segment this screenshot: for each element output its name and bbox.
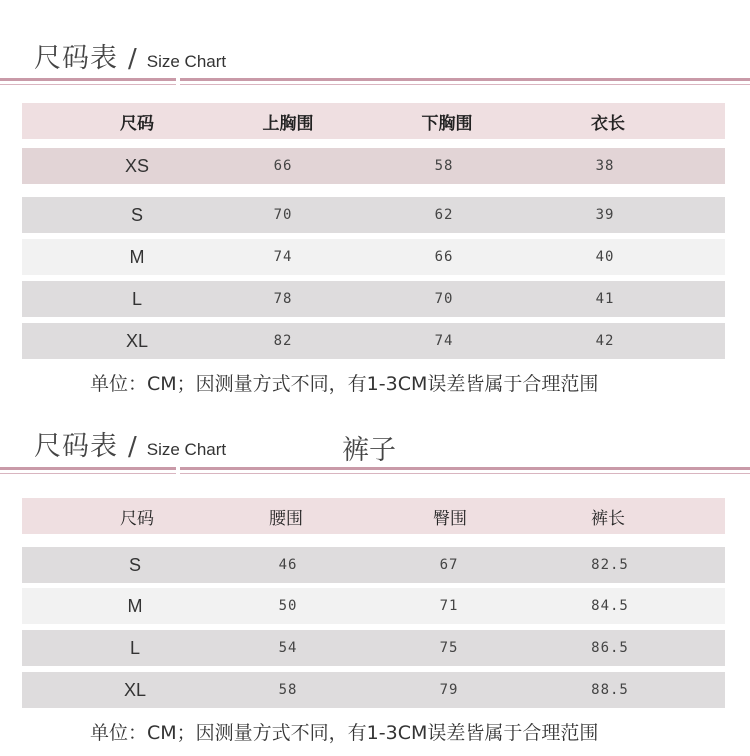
header-size: 尺码	[120, 113, 154, 134]
pants-length-value: 88.5	[591, 682, 629, 698]
size-label: L	[131, 288, 142, 309]
under-bust-value: 70	[434, 291, 454, 307]
size-label: XL	[125, 330, 149, 351]
header-upper-bust: 上胸围	[262, 113, 314, 134]
pants-length-value: 84.5	[591, 598, 629, 614]
length-value: 39	[595, 207, 615, 223]
bottom-section-title	[34, 424, 226, 468]
top-divider	[0, 78, 750, 81]
table-row	[22, 148, 725, 184]
hip-value: 75	[439, 640, 459, 656]
under-bust-value: 74	[434, 333, 454, 349]
waist-value: 54	[278, 640, 298, 656]
pants-length-value: 82.5	[591, 557, 629, 573]
bottom-title-cn: 尺码表	[34, 431, 118, 462]
pants-length-value: 86.5	[591, 640, 629, 656]
under-bust-value: 62	[434, 207, 454, 223]
table-row	[22, 239, 725, 275]
upper-bust-value: 78	[273, 291, 293, 307]
size-label: L	[129, 637, 140, 658]
bottom-title-en: Size Chart	[146, 440, 227, 459]
hip-value: 79	[439, 682, 459, 698]
upper-bust-value: 66	[273, 158, 293, 174]
top-divider-thin	[0, 84, 750, 85]
table-row	[22, 630, 725, 666]
bottom-measurement-note: 单位：CM；因测量方式不同，有1-3CM误差皆属于合理范围	[90, 722, 599, 744]
hip-value: 67	[439, 557, 459, 573]
table-row	[22, 197, 725, 233]
waist-value: 58	[278, 682, 298, 698]
table-row	[22, 323, 725, 359]
bottom-divider-thin	[0, 473, 750, 474]
top-title-cn: 尺码表	[34, 43, 118, 74]
length-value: 38	[595, 158, 615, 174]
bottom-title-slash: /	[128, 432, 137, 462]
top-title-slash: /	[128, 44, 137, 74]
table-row	[22, 281, 725, 317]
waist-value: 50	[278, 598, 298, 614]
header-size: 尺码	[120, 508, 154, 529]
top-table-header	[22, 103, 725, 139]
size-label: XL	[123, 679, 147, 700]
under-bust-value: 58	[434, 158, 454, 174]
size-label: XS	[124, 155, 149, 176]
header-pants-length: 裤长	[591, 508, 625, 529]
bottom-divider-notch	[176, 467, 180, 475]
length-value: 40	[595, 249, 615, 265]
size-label: S	[128, 554, 141, 575]
top-section-title	[34, 36, 226, 80]
header-under-bust: 下胸围	[421, 113, 473, 134]
upper-bust-value: 82	[273, 333, 293, 349]
waist-value: 46	[278, 557, 298, 573]
header-length: 衣长	[591, 113, 625, 134]
header-waist: 腰围	[269, 508, 303, 529]
size-label: M	[129, 246, 145, 267]
bottom-size-chart	[0, 424, 750, 484]
table-row	[22, 672, 725, 708]
bottom-table-header	[22, 498, 725, 534]
top-measurement-note: 单位：CM；因测量方式不同，有1-3CM误差皆属于合理范围	[90, 373, 599, 395]
hip-value: 71	[439, 598, 459, 614]
under-bust-value: 66	[434, 249, 454, 265]
size-label: M	[127, 595, 143, 616]
length-value: 42	[595, 333, 615, 349]
upper-bust-value: 70	[273, 207, 293, 223]
top-divider-notch	[176, 78, 180, 86]
pants-subtitle: 裤子	[342, 435, 396, 466]
length-value: 41	[595, 291, 615, 307]
bottom-divider	[0, 467, 750, 470]
table-row	[22, 547, 725, 583]
top-title-en: Size Chart	[146, 52, 227, 71]
header-hip: 臀围	[433, 508, 467, 529]
size-label: S	[130, 204, 143, 225]
table-row	[22, 588, 725, 624]
upper-bust-value: 74	[273, 249, 293, 265]
